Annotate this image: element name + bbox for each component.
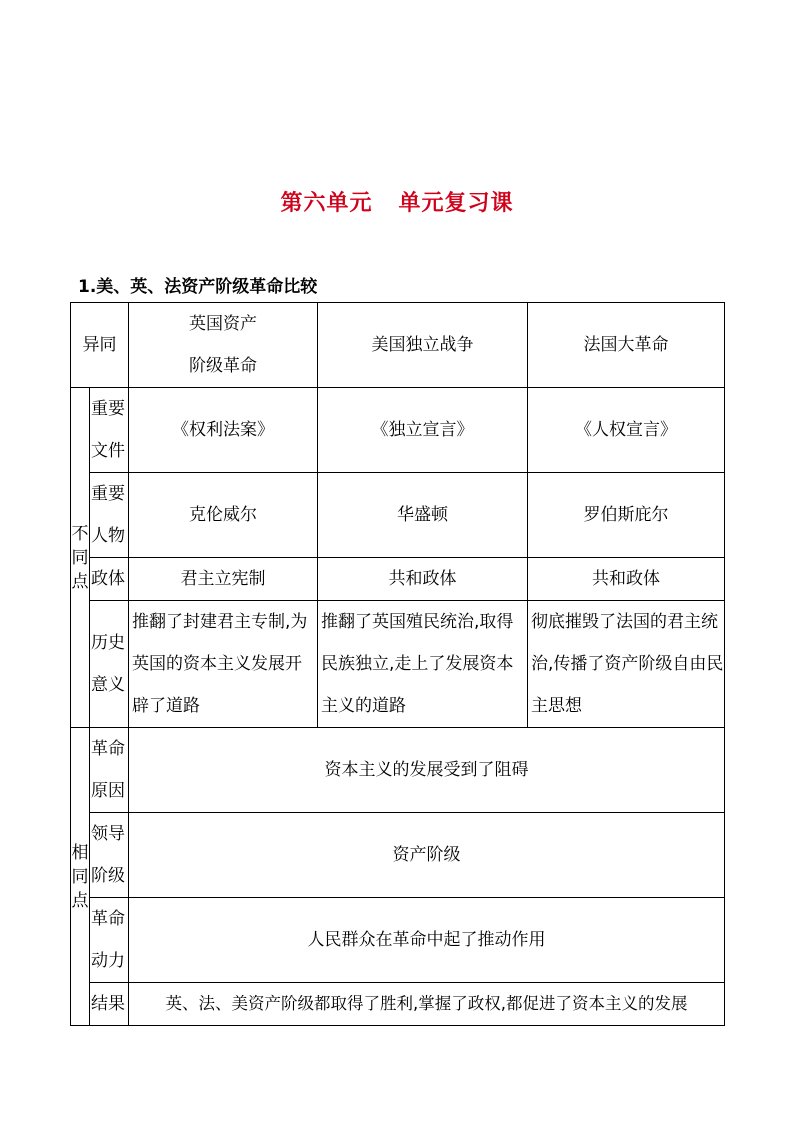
row-label: 政体 <box>90 558 129 601</box>
table-cell: 共和政体 <box>528 558 725 601</box>
table-cell: 罗伯斯庇尔 <box>528 473 725 558</box>
table-row <box>71 558 725 601</box>
table-cell: 华盛顿 <box>318 473 528 558</box>
table-row <box>71 473 725 558</box>
table-row <box>71 728 725 813</box>
table-row <box>71 898 725 983</box>
table-row <box>71 388 725 473</box>
table-cell: 共和政体 <box>318 558 528 601</box>
table-cell: 君主立宪制 <box>129 558 318 601</box>
row-label: 领导阶级 <box>90 813 129 898</box>
row-label: 结果 <box>90 983 129 1026</box>
table-cell: 推翻了封建君主专制,为英国的资本主义发展开辟了道路 <box>129 601 318 728</box>
title-unit: 第六单元 <box>280 191 373 216</box>
row-label: 重要文件 <box>90 388 129 473</box>
table-row <box>71 813 725 898</box>
group-label-different: 不同点 <box>71 388 90 728</box>
table-cell: 彻底摧毁了法国的君主统治,传播了资产阶级自由民主思想 <box>528 601 725 728</box>
section-heading: 1.美、英、法资产阶级革命比较 <box>78 277 318 297</box>
column-header-britain: 英国资产 阶级革命 <box>129 303 318 388</box>
table-cell: 《独立宣言》 <box>318 388 528 473</box>
table-cell: 资本主义的发展受到了阻碍 <box>129 728 725 813</box>
header-row <box>71 303 725 388</box>
row-label: 革命动力 <box>90 898 129 983</box>
column-header-france: 法国大革命 <box>528 303 725 388</box>
row-label: 历史意义 <box>90 601 129 728</box>
column-header-america: 美国独立战争 <box>318 303 528 388</box>
corner-cell: 异同 <box>71 303 129 388</box>
table-cell: 《权利法案》 <box>129 388 318 473</box>
table-cell: 人民群众在革命中起了推动作用 <box>129 898 725 983</box>
table-cell: 《人权宣言》 <box>528 388 725 473</box>
table-cell: 克伦威尔 <box>129 473 318 558</box>
group-label-same: 相同点 <box>71 728 90 1026</box>
table-row <box>71 983 725 1026</box>
table-cell: 英、法、美资产阶级都取得了胜利,掌握了政权,都促进了资本主义的发展 <box>129 983 725 1026</box>
row-label: 革命原因 <box>90 728 129 813</box>
table-row <box>71 601 725 728</box>
comparison-table <box>70 302 725 1026</box>
title-lesson: 单元复习课 <box>398 191 514 216</box>
table-cell: 推翻了英国殖民统治,取得民族独立,走上了发展资本主义的道路 <box>318 601 528 728</box>
page-title <box>0 186 794 217</box>
table-cell: 资产阶级 <box>129 813 725 898</box>
row-label: 重要人物 <box>90 473 129 558</box>
